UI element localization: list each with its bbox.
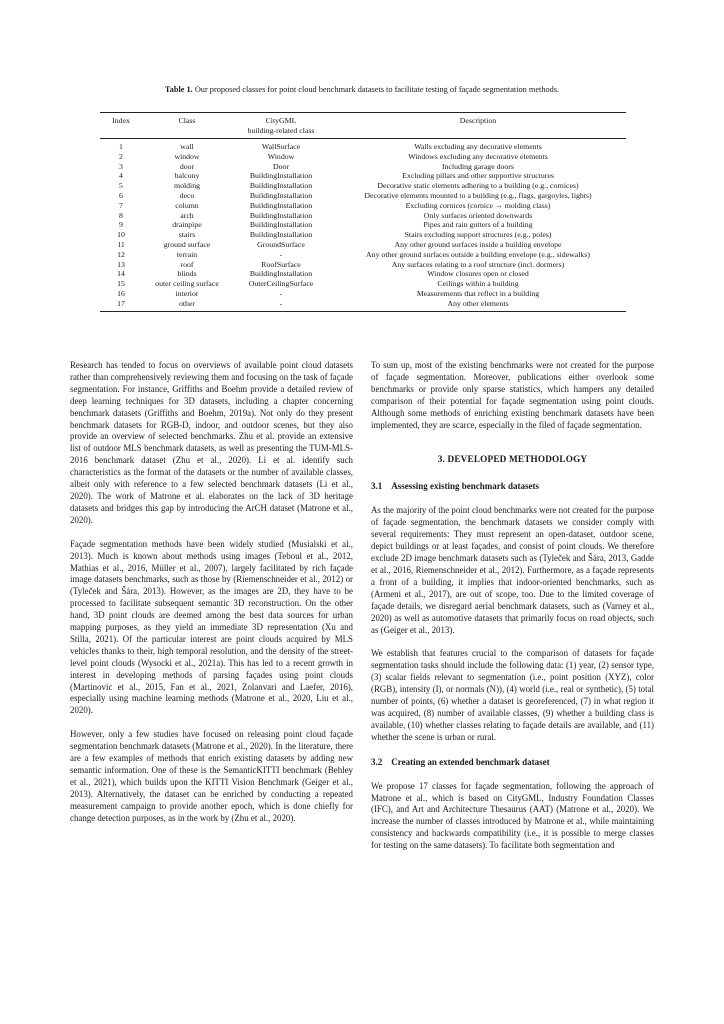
cell-description: Walls excluding any decorative elements [414,142,542,151]
cell-class: wall [180,142,194,151]
cell-description: Excluding pillars and other supportive structures [402,171,554,181]
subsection-heading-3-1 [371,480,654,492]
cell-description: Pipes and rain gutters of a building [423,220,533,230]
cell-description: Any other elements [447,298,509,308]
cell-class: column [175,200,199,210]
cell-description: Any surfaces relating to a roof structure (incl. dormers) [391,259,565,269]
header-citygml: CityGML [265,116,297,125]
cell-description: Excluding cornices (cornice → molding class) [405,200,551,210]
classes-table-container [100,112,626,312]
cell-index: 2 [119,151,123,161]
header-index: Index [112,116,130,125]
cell-index: 14 [117,269,125,279]
cell-citygml: - [279,249,283,259]
cell-citygml: BuildingInstallation [249,171,313,181]
cell-index: 4 [119,171,123,181]
table-row [100,279,626,289]
paragraph-requirements: As the majority of the point cloud benchmarks were not created for the purpose of façade segmentation, the benchmark datasets we consider comply with several requirements: They must represent an open-dataset, outdoor scene, depict buildings or at least façades, and consist of point clouds. We therefore exclude 2D image benchmark datasets such as (Tyleček and Šára, 2013, Gadde et al., 2016, Riemenschneider et al., 2012). Furthermore, as a façade represents a front of a building, it implies that indoor-oriented benchmarks, such as (Armeni et al., 2017), are out of scope, too. Due to the limited coverage of façade details, we disregard aerial benchmark datasets, such as (Varney et al., 2020) as well as automotive datasets that primarily focus on road objects, such as (Geiger et al., 2013). [371,505,654,635]
cell-citygml: - [279,298,283,308]
cell-citygml: BuildingInstallation [249,230,313,240]
cell-class: terrain [176,249,198,259]
cell-description: Any other ground surfaces outside a building envelope (e.g., sidewalks) [366,249,590,259]
cell-class: blinds [177,269,197,279]
table-row [100,260,626,270]
cell-description: Window closures open or closed [427,269,529,279]
cell-citygml: OuterCeilingSurface [248,279,314,289]
right-text-column [371,360,654,852]
cell-citygml: GroundSurface [257,239,305,249]
table-row [100,250,626,260]
cell-class: door [179,161,195,171]
cell-description: Only surfaces oriented downwards [423,210,533,220]
table-row [100,240,626,250]
cell-description: Decorative static elements adhering to a building (e.g., cornices) [377,181,579,191]
cell-index: 9 [119,220,123,230]
cell-description: Windows excluding any decorative elements [408,151,548,161]
subsection-title: Creating an extended benchmark dataset [391,756,550,767]
header-class: Class [178,116,196,125]
cell-index: 11 [117,239,125,249]
cell-description: Including garage doors [442,161,514,171]
cell-class: interior [175,288,199,298]
table-row [100,152,626,162]
cell-citygml: BuildingInstallation [249,200,313,210]
paragraph-benchmark-releases: However, only a few studies have focused on releasing point cloud façade segmentation benchmark datasets (Matrone et al., 2020). In the literature, there are a few examples of methods that enrich existing datasets by adding new semantic information. One of these is the SemanticKITTI benchmark (Behley et al., 2021), which builds upon the KITTI Vision Benchmark (Geiger et al., 2013). Alternatively, the dataset can be enriched by conducting a repeated measurement campaign to provide another epoch, which is done chiefly for change detection purposes, as in the work by (Zhu et al., 2020). [70,729,353,823]
cell-description: Ceilings within a building [437,279,519,289]
subsection-title: Assessing existing benchmark datasets [391,481,540,492]
cell-citygml: BuildingInstallation [249,181,313,191]
cell-citygml: BuildingInstallation [249,190,313,200]
cell-class: outer ceiling surface [155,279,219,289]
left-text-column [70,360,353,825]
cell-class: deco [179,190,195,200]
cell-citygml: Door [272,161,290,171]
cell-index: 17 [117,298,125,308]
cell-index: 8 [119,210,123,220]
subsection-number: 3.1 [371,481,383,492]
cell-index: 1 [119,142,123,151]
cell-class: window [174,151,200,161]
header-citygml-sub: building-related class [247,126,315,135]
cell-class: arch [180,210,194,220]
cell-citygml: Window [267,151,295,161]
cell-citygml: BuildingInstallation [249,269,313,279]
cell-class: molding [174,181,200,191]
table-row [100,162,626,172]
paragraph-facade-methods: Façade segmentation methods have been widely studied (Musialski et al., 2013). Much is known about methods using images (Teboul et al., 2012, Mathias et al., 2016, Müller et al., 2007), largely facilitated by rich façade image datasets benchmarks, such as those by (Riemenschneider et al., 2012) or (Tyleček and Šára, 2013). However, as the images are 2D, they have to be processed to facilitate subsequent semantic 3D reconstruction. On the other hand, 3D point clouds are deemed among the best data sources for urban mapping purposes, as they yield an immediate 3D representation (Xu and Stilla, 2021). Of the particular interest are point clouds acquired by MLS vehicles thanks to their, high temporal resolution, and the density of the street-level point clouds (Wysocki et al., 2021a). This has led to a recent growth in interest in developing methods of parsing façades using point clouds (Martinovic et al., 2015, Fan et al., 2021, Zolanvari and Laefer, 2016), especially using machine learning methods (Matrone et al., 2020, Liu et al., 2020). [70,538,353,716]
cell-citygml: BuildingInstallation [249,220,313,230]
cell-class: drainpipe [172,220,202,230]
table-row [100,289,626,299]
cell-class: stairs [178,230,196,240]
paragraph-related-overviews: Research has tended to focus on overviews of available point cloud datasets rather than comprehensively reviewing them and focusing on the task of façade segmentation. For instance, Griffiths and Boehm provide a detailed review of deep learning techniques for 3D datasets, including a chapter concerning benchmark datasets (Griffiths and Boehm, 2019a). Not only do they present benchmark datasets for RGB-D, indoor, and outdoor scenes, but they also provide an overview of selected benchmarks. Zhu et al. provide an extensive list of outdoor MLS benchmark datasets, as well as presenting the TUM-MLS-2016 benchmark dataset (Zhu et al., 2020). Li et al. identify such characteristics as the format of the datasets or the number of available classes, albeit only with reference to a few selected benchmark datasets (Li et al., 2020). The work of Matrone et al. elaborates on the lack of 3D heritage datasets and bridges this gap by introducing the ArCH dataset (Matrone et al., 2020). [70,360,353,525]
cell-description: Stairs excluding support structures (e.g., poles) [404,230,552,240]
cell-index: 3 [119,161,123,171]
table-row [100,201,626,211]
table-caption [60,84,664,95]
cell-index: 6 [119,190,123,200]
table-caption-text: Our proposed classes for point cloud benchmark datasets to facilitate testing of façade segmentation methods. [194,85,560,94]
table-row [100,191,626,201]
cell-index: 7 [119,200,123,210]
cell-description: Measurements that reflect in a building [416,288,540,298]
table-row [100,220,626,230]
cell-description: Any other ground surfaces inside a building envelope [394,239,562,249]
table-row [100,230,626,240]
table-body [100,139,626,312]
cell-citygml: WallSurface [261,142,301,151]
subsection-number: 3.2 [371,756,383,767]
table-row [100,139,626,152]
cell-class: other [178,298,196,308]
paragraph-summary: To sum up, most of the existing benchmarks were not created for the purpose of façade segmentation. Moreover, publications either overlook some benchmarks or provide only sparse statistics, which hampers any detailed comparison of their potential for façade segmentation using point clouds. Although some methods of enriching existing benchmark datasets have been implemented, they are scarce, especially in the filed of façade segmentation. [371,360,654,430]
cell-index: 5 [119,181,123,191]
table-caption-label: Table 1. [164,85,193,94]
table-row [100,211,626,221]
cell-citygml: RoofSurface [261,259,301,269]
cell-citygml: BuildingInstallation [249,210,313,220]
paragraph-proposed-classes: We propose 17 classes for façade segmentation, following the approach of Matrone et al., which is based on CityGML, Industry Foundation Classes (IFC), and Art and Architecture Thesaurus (AAT) (Matrone et al., 2020). We increase the number of classes introduced by Matrone et al., while maintaining consistency and backwards compatibility (i.e., it is possible to merge classes for testing on the same datasets). To facilitate both segmentation and [371,780,654,851]
cell-class: roof [180,259,194,269]
table-row [100,171,626,181]
table-row [100,181,626,191]
header-description: Description [459,116,497,125]
table-row [100,299,626,311]
cell-index: 16 [117,288,125,298]
cell-citygml: - [279,288,283,298]
classes-table [100,112,626,312]
cell-index: 12 [117,249,125,259]
paragraph-features: We establish that features crucial to the comparison of datasets for façade segmentation tasks should include the following data: (1) year, (2) sensor type, (3) scalar fields relevant to segmentation (i.e., point position (XYZ), color (RGB), intensity (I), or normals (N)), (4) world (i.e., real or synthetic), (5) total number of points, (6) whether a dataset is georeferenced, (7) in what region it was acquired, (8) number of available classes, (9) whether a building class is available, (10) whether classes relating to façade details are available, and (11) whether the scene is urban or rural. [371,648,654,742]
table-row [100,269,626,279]
cell-index: 10 [117,230,125,240]
cell-class: ground surface [163,239,211,249]
subsection-heading-3-2 [371,756,654,768]
cell-description: Decorative elements mounted to a building (e.g., flags, gargoyles, lights) [364,190,592,200]
section-heading: 3. DEVELOPED METHODOLOGY [437,454,588,465]
cell-index: 13 [117,259,125,269]
cell-index: 15 [117,279,125,289]
cell-class: balcony [174,171,200,181]
table-header [100,113,626,139]
